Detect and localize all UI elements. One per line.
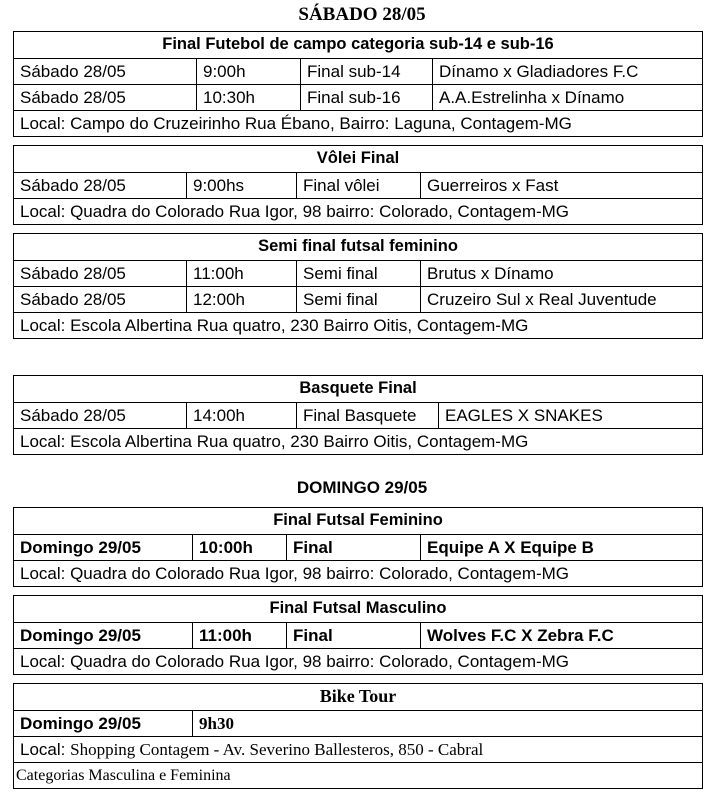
table-row xyxy=(14,534,702,560)
section-header: Final Futsal Feminino xyxy=(273,511,443,529)
section-header: Basquete Final xyxy=(299,379,417,397)
date-cell: Sábado 28/05 xyxy=(20,406,126,425)
match-cell: Guerreiros x Fast xyxy=(420,173,702,198)
date-cell: Domingo 29/05 xyxy=(20,714,141,733)
section-header: Vôlei Final xyxy=(316,149,400,167)
sunday-title: DOMINGO 29/05 xyxy=(296,478,428,497)
section-futsal-feminino xyxy=(13,507,703,587)
location-cell: Local: Campo do Cruzeirinho Rua Ébano, Bairro: Laguna, Contagem-MG xyxy=(20,114,572,133)
match-cell: Dínamo x Gladiadores F.C xyxy=(432,59,702,84)
table-row xyxy=(14,84,702,110)
phase-cell: Final vôlei xyxy=(296,173,420,198)
match-cell: Cruzeiro Sul x Real Juventude xyxy=(420,287,702,312)
section-bike-tour xyxy=(13,683,703,789)
table-row xyxy=(14,172,702,198)
table-row xyxy=(14,710,702,736)
location-cell: Local: Quadra do Colorado Rua Igor, 98 bairro: Colorado, Contagem-MG xyxy=(20,652,570,671)
section-volei xyxy=(13,145,703,225)
section-futebol xyxy=(13,31,703,137)
time-cell: 12:00h xyxy=(186,287,296,312)
time-cell: 9:00h xyxy=(196,59,300,84)
match-cell: EAGLES X SNAKES xyxy=(438,403,702,428)
phase-cell: Final sub-14 xyxy=(300,59,432,84)
section-basquete xyxy=(13,375,703,455)
saturday-title: SÁBADO 28/05 xyxy=(298,4,426,25)
location-cell: Local: Escola Albertina Rua quatro, 230 Bairro Oitis, Contagem-MG xyxy=(20,316,529,335)
time-cell: 9h30 xyxy=(192,711,702,736)
date-cell: Domingo 29/05 xyxy=(20,538,141,557)
match-cell: Equipe A X Equipe B xyxy=(420,535,702,560)
categories-cell: Categorias Masculina e Feminina xyxy=(16,767,231,784)
time-cell: 9:00hs xyxy=(186,173,296,198)
section-header: Final Futsal Masculino xyxy=(269,599,447,617)
location-value: Shopping Contagem - Av. Severino Ballesteros, 850 - Cabral xyxy=(70,740,484,759)
time-cell: 10:00h xyxy=(192,535,286,560)
time-cell: 11:00h xyxy=(192,623,286,648)
section-header: Semi final futsal feminino xyxy=(258,237,458,255)
section-futsal-masculino xyxy=(13,595,703,675)
phase-cell: Final xyxy=(286,623,420,648)
table-row xyxy=(14,260,702,286)
location-label: Local: xyxy=(20,740,66,759)
phase-cell: Semi final xyxy=(296,287,420,312)
phase-cell: Semi final xyxy=(296,261,420,286)
table-row xyxy=(14,58,702,84)
time-cell: 14:00h xyxy=(186,403,296,428)
date-cell: Sábado 28/05 xyxy=(20,62,126,81)
match-cell: A.A.Estrelinha x Dínamo xyxy=(432,85,702,110)
date-cell: Sábado 28/05 xyxy=(20,290,126,309)
phase-cell: Final Basquete xyxy=(296,403,438,428)
location-cell: Local: Quadra do Colorado Rua Igor, 98 bairro: Colorado, Contagem-MG xyxy=(20,564,570,583)
time-cell: 10:30h xyxy=(196,85,300,110)
date-cell: Sábado 28/05 xyxy=(20,88,126,107)
section-header: Final Futebol de campo categoria sub-14 e sub-16 xyxy=(162,35,554,53)
location-cell xyxy=(14,737,702,762)
section-semi-futsal xyxy=(13,233,703,339)
table-row xyxy=(14,402,702,428)
date-cell: Sábado 28/05 xyxy=(20,264,126,283)
time-cell: 11:00h xyxy=(186,261,296,286)
table-row xyxy=(14,286,702,312)
table-row xyxy=(14,622,702,648)
section-header: Bike Tour xyxy=(319,686,397,706)
date-cell: Sábado 28/05 xyxy=(20,176,126,195)
phase-cell: Final sub-16 xyxy=(300,85,432,110)
location-cell: Local: Escola Albertina Rua quatro, 230 Bairro Oitis, Contagem-MG xyxy=(20,432,529,451)
date-cell: Domingo 29/05 xyxy=(20,626,141,645)
phase-cell: Final xyxy=(286,535,420,560)
match-cell: Brutus x Dínamo xyxy=(420,261,702,286)
match-cell: Wolves F.C X Zebra F.C xyxy=(420,623,702,648)
location-cell: Local: Quadra do Colorado Rua Igor, 98 bairro: Colorado, Contagem-MG xyxy=(20,202,570,221)
